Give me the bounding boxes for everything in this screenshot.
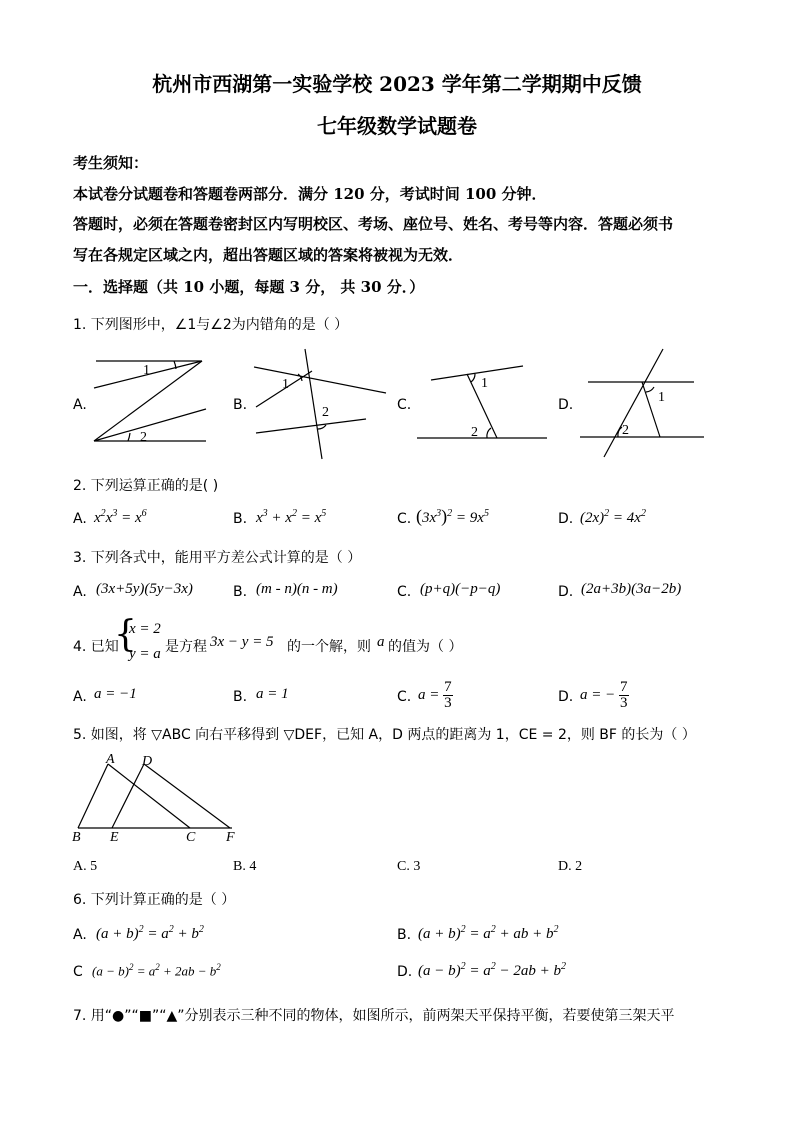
q4-suffix: 的一个解，则 (287, 639, 371, 655)
q2-a-label: A. (73, 511, 87, 527)
q6-b-label: B. (397, 927, 412, 943)
q4-b-expr: a = 1 (256, 686, 289, 702)
q1-option-c: C. (397, 397, 412, 413)
q1c-angle1-label: 1 (481, 376, 488, 391)
section1-heading: 一．选择题（共 10 小题，每题 3 分， 共 30 分．） (73, 278, 425, 296)
q1-option-a: A. (73, 397, 87, 413)
q5-figure (70, 752, 250, 847)
exam-title-line2: 七年级数学试题卷 (317, 114, 477, 138)
q1-stem: 1. 下列图形中，∠1与∠2为内错角的是（ ） (73, 317, 349, 333)
q4-var: a (377, 634, 385, 650)
q4-a-label: A. (73, 689, 87, 705)
q1d-angle2-label: 2 (622, 423, 629, 438)
q5-point-c: C (186, 830, 196, 845)
q5-point-e: E (110, 830, 119, 845)
q1c-angle2-label: 2 (471, 425, 478, 440)
q3-d-label: D. (558, 584, 574, 600)
q4-b-label: B. (233, 689, 248, 705)
q4-c-numerator: 7 (444, 679, 452, 695)
q1-figure-d (578, 345, 708, 460)
q4-d-denominator: 3 (620, 695, 628, 711)
q5-stem: 5. 如图，将 ▽ABC 向右平移得到 ▽DEF，已知 A，D 两点的距离为 1，CE = 2，则 BF 的长为（ ） (73, 727, 696, 743)
q5-option-d: D. 2 (558, 859, 583, 874)
notice-line2: 答题时，必须在答题卷密封区内写明校区、考场、座位号、姓名、考号等内容．答题必须书 (73, 215, 674, 233)
q2-d-label: D. (558, 511, 574, 527)
q3-a-label: A. (73, 584, 87, 600)
q4-c-expr (418, 680, 453, 711)
q1a-angle1-label: 1 (143, 363, 150, 378)
q2-b-expr: $x^3 + x^2 = x^5$ (256, 508, 327, 526)
q6-d-label: D. (397, 964, 413, 980)
q3-b-expr: (m - n)(n - m) (256, 581, 338, 597)
q4-prefix: 4. 已知 (73, 639, 119, 655)
q4-system-top: x = 2 (129, 621, 161, 637)
q4-middle: 是方程 (165, 639, 207, 655)
q3-a-expr: (3x+5y)(5y−3x) (96, 581, 193, 597)
q4-a-expr: a = −1 (94, 686, 137, 702)
q1-figure-c (415, 360, 550, 445)
q2-c-label: C. (397, 511, 412, 527)
q5-point-a: A (106, 752, 115, 767)
q5-point-d: D (142, 754, 153, 769)
q3-b-label: B. (233, 584, 248, 600)
q5-option-b: B. 4 (233, 859, 257, 874)
q4-equation: 3x − y = 5 (210, 634, 274, 650)
q2-c-expr: $(3x^3)^2 = 9x^5$ (416, 506, 489, 526)
notice-line1: 本试卷分试题卷和答题卷两部分．满分 120 分，考试时间 100 分钟． (73, 185, 547, 203)
q4-c-fraction (443, 680, 453, 711)
q2-a-expr: $x^2x^3 = x^6$ (94, 508, 147, 526)
q4-d-prefix: a = − (580, 687, 616, 703)
q6-c-label: C (73, 964, 83, 980)
exam-title-line1: 杭州市西湖第一实验学校 2023 学年第二学期期中反馈 (152, 72, 642, 96)
notice-line3: 写在各规定区域之内，超出答题区域的答案将被视为无效． (73, 246, 464, 264)
q4-c-prefix: a = (418, 687, 440, 703)
q7-stem: 7. 用“●”“■”“▲”分别表示三种不同的物体，如图所示，前两架天平保持平衡，若要使第三架天平 (73, 1008, 675, 1024)
q4-d-label: D. (558, 689, 574, 705)
q4-c-label: C. (397, 689, 412, 705)
q1-option-d: D. (558, 397, 574, 413)
q6-a-label: A. (73, 927, 87, 943)
q3-c-expr: (p+q)(−p−q) (420, 581, 501, 597)
q3-d-expr: (2a+3b)(3a−2b) (581, 581, 682, 597)
q4-brace: { (114, 614, 137, 655)
q5-option-c: C. 3 (397, 859, 421, 874)
q5-option-a: A. 5 (73, 859, 98, 874)
q1b-angle1-label: 1 (282, 377, 289, 392)
q4-d-expr (580, 680, 629, 711)
q4-d-fraction (619, 680, 629, 711)
q1d-angle1-label: 1 (658, 390, 665, 405)
q1a-angle2-label: 2 (140, 430, 147, 445)
q1b-angle2-label: 2 (322, 405, 329, 420)
q4-c-denominator: 3 (444, 695, 452, 711)
q6-c-expr: $(a - b)^2 = a^2 + 2ab - b^2$ (92, 962, 221, 979)
q3-stem: 3. 下列各式中，能用平方差公式计算的是（ ） (73, 550, 362, 566)
q1-figure-b (250, 345, 390, 460)
q3-c-label: C. (397, 584, 412, 600)
q4-end: 的值为（ ） (388, 639, 463, 655)
q5-point-f: F (226, 830, 235, 845)
q6-stem: 6. 下列计算正确的是（ ） (73, 892, 236, 908)
notice-heading: 考生须知： (73, 154, 149, 172)
q1-option-b: B. (233, 397, 248, 413)
q6-d-expr: $(a - b)^2 = a^2 - 2ab + b^2$ (418, 961, 566, 979)
q4-d-numerator: 7 (620, 679, 628, 695)
q5-point-b: B (72, 830, 81, 845)
q4-system-bottom: y = a (129, 646, 161, 662)
q6-b-expr: $(a + b)^2 = a^2$ + ab + $b^2$ (418, 924, 559, 942)
q2-b-label: B. (233, 511, 248, 527)
q6-a-expr: $(a + b)^2 = a^2 + b^2$ (96, 924, 204, 942)
q2-d-expr: $(2x)^2 = 4x^2$ (580, 508, 646, 526)
q1-figure-a (88, 355, 213, 450)
q2-stem: 2. 下列运算正确的是( ) (73, 478, 219, 494)
